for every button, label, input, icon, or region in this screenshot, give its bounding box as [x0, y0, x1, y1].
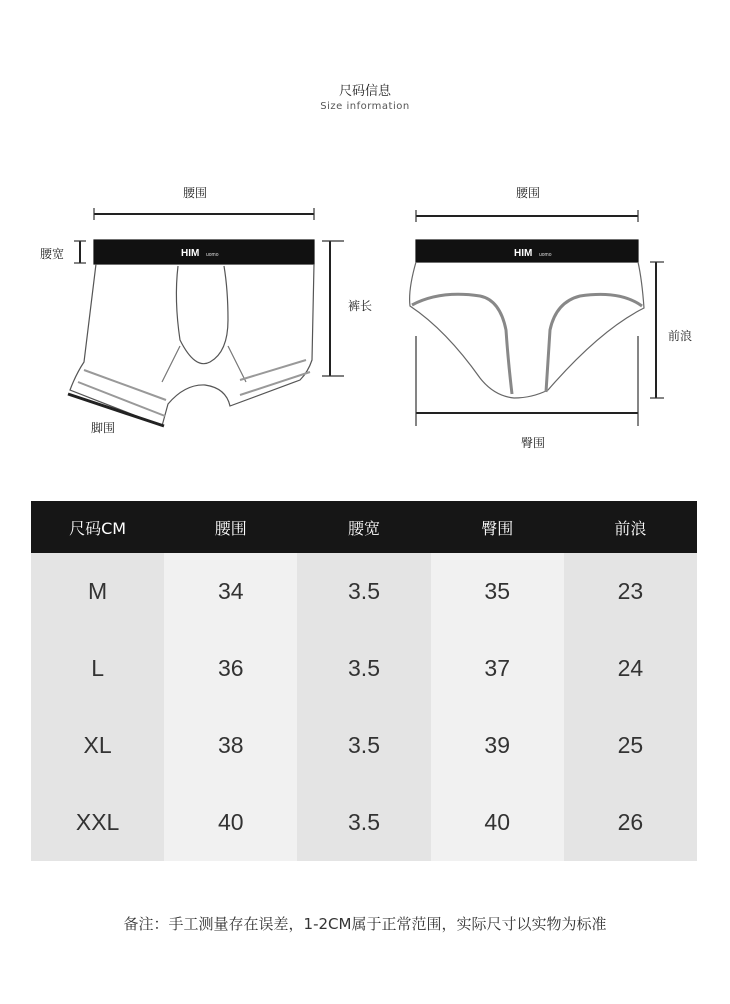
brief-rise-label: 前浪: [668, 329, 693, 343]
page-title: 尺码信息: [338, 84, 391, 99]
brief-illustration: [410, 210, 664, 426]
boxer-brand-sub: uomo: [206, 252, 219, 258]
cell-size: XL: [31, 707, 164, 784]
table-row: [31, 553, 697, 630]
cell-waistband: 3.5: [297, 784, 430, 861]
table-row: [31, 707, 697, 784]
table-row: [31, 630, 697, 707]
measurement-note: 备注：手工测量存在误差，1-2CM属于正常范围，实际尺寸以实物为标准: [123, 915, 607, 933]
cell-size: XXL: [31, 784, 164, 861]
cell-rise: 23: [564, 553, 697, 630]
header-rise: 前浪: [614, 518, 647, 538]
cell-waist: 36: [164, 630, 297, 707]
cell-rise: 24: [564, 630, 697, 707]
cell-rise: 26: [564, 784, 697, 861]
boxer-brand: HIM: [181, 248, 200, 259]
size-table: [31, 501, 697, 861]
size-diagram: [0, 0, 730, 470]
brief-brand: HIM: [514, 248, 533, 259]
table-row: [31, 784, 697, 861]
cell-waist: 34: [164, 553, 297, 630]
cell-waist: 38: [164, 707, 297, 784]
cell-hip: 35: [431, 553, 564, 630]
header-waistband: 腰宽: [348, 518, 381, 538]
cell-hip: 40: [431, 784, 564, 861]
cell-rise: 25: [564, 707, 697, 784]
boxer-waistband-label: 腰宽: [40, 247, 65, 261]
cell-waistband: 3.5: [297, 553, 430, 630]
boxer-waist-label: 腰围: [183, 186, 208, 200]
table-header-row: [31, 501, 697, 553]
header-waist: 腰围: [214, 518, 247, 538]
cell-size: L: [31, 630, 164, 707]
boxer-leg-label: 脚围: [91, 421, 116, 435]
brief-brand-sub: uomo: [539, 252, 552, 258]
cell-hip: 37: [431, 630, 564, 707]
cell-waist: 40: [164, 784, 297, 861]
brief-waist-label: 腰围: [516, 186, 541, 200]
page-subtitle: Size information: [320, 101, 410, 112]
boxer-illustration: [68, 208, 344, 426]
header-size: 尺码CM: [69, 518, 127, 538]
cell-size: M: [31, 553, 164, 630]
brief-hip-label: 臀围: [521, 436, 546, 450]
boxer-length-label: 裤长: [348, 299, 373, 313]
cell-hip: 39: [431, 707, 564, 784]
cell-waistband: 3.5: [297, 707, 430, 784]
cell-waistband: 3.5: [297, 630, 430, 707]
header-hip: 臀围: [481, 518, 514, 538]
